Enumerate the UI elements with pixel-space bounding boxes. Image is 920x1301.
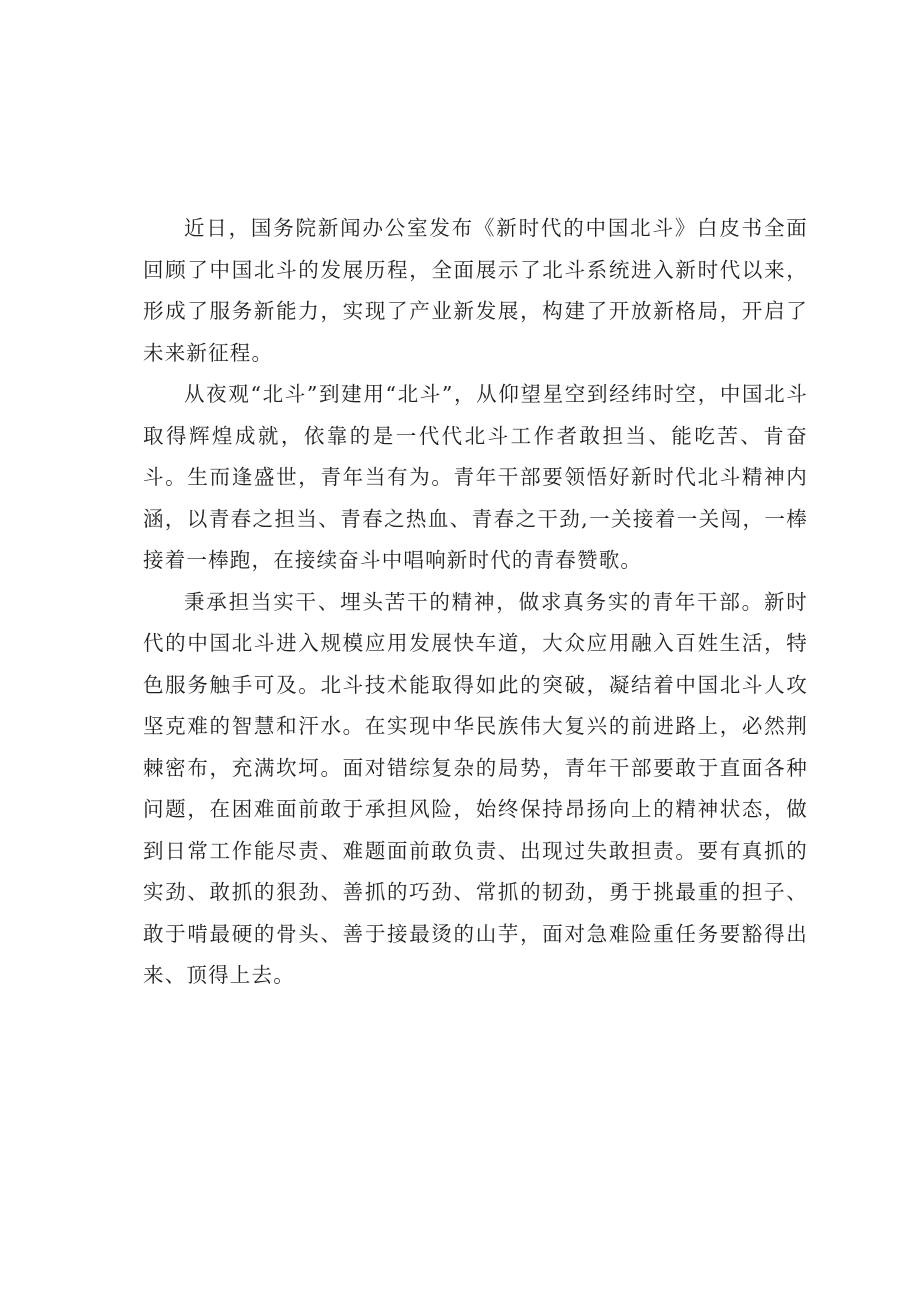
document-body	[143, 208, 808, 997]
paragraph-1: 近日，国务院新闻办公室发布《新时代的中国北斗》白皮书全面回顾了中国北斗的发展历程，全面展示了北斗系统进入新时代以来，形成了服务新能力，实现了产业新发展，构建了开放新格局，开启了未来新征程。	[143, 216, 808, 365]
paragraph-3: 秉承担当实干、埋头苦干的精神，做求真务实的青年干部。新时代的中国北斗进入规模应用发展快车道，大众应用融入百姓生活，特色服务触手可及。北斗技术能取得如此的突破，凝结着中国北斗人攻坚克难的智慧和汗水。在实现中华民族伟大复兴的前进路上，必然荆棘密布，充满坎坷。面对错综复杂的局势，青年干部要敢于直面各种问题，在困难面前敢于承担风险，始终保持昂扬向上的精神状态，做到日常工作能尽责、难题面前敢负责、出现过失敢担责。要有真抓的实劲、敢抓的狠劲、善抓的巧劲、常抓的韧劲，勇于挑最重的担子、敢于啃最硬的骨头、善于接最烫的山芋，面对急难险重任务要豁得出来、顶得上去。	[143, 589, 808, 987]
paragraph-2: 从夜观“北斗”到建用“北斗”，从仰望星空到经纬时空，中国北斗取得辉煌成就，依靠的是一代代北斗工作者敢担当、能吃苦、肯奋斗。生而逢盛世，青年当有为。青年干部要领悟好新时代北斗精神内涵，以青春之担当、青春之热血、青春之干劲,一关接着一关闯，一棒接着一棒跑，在接续奋斗中唱响新时代的青春赞歌。	[143, 382, 808, 572]
